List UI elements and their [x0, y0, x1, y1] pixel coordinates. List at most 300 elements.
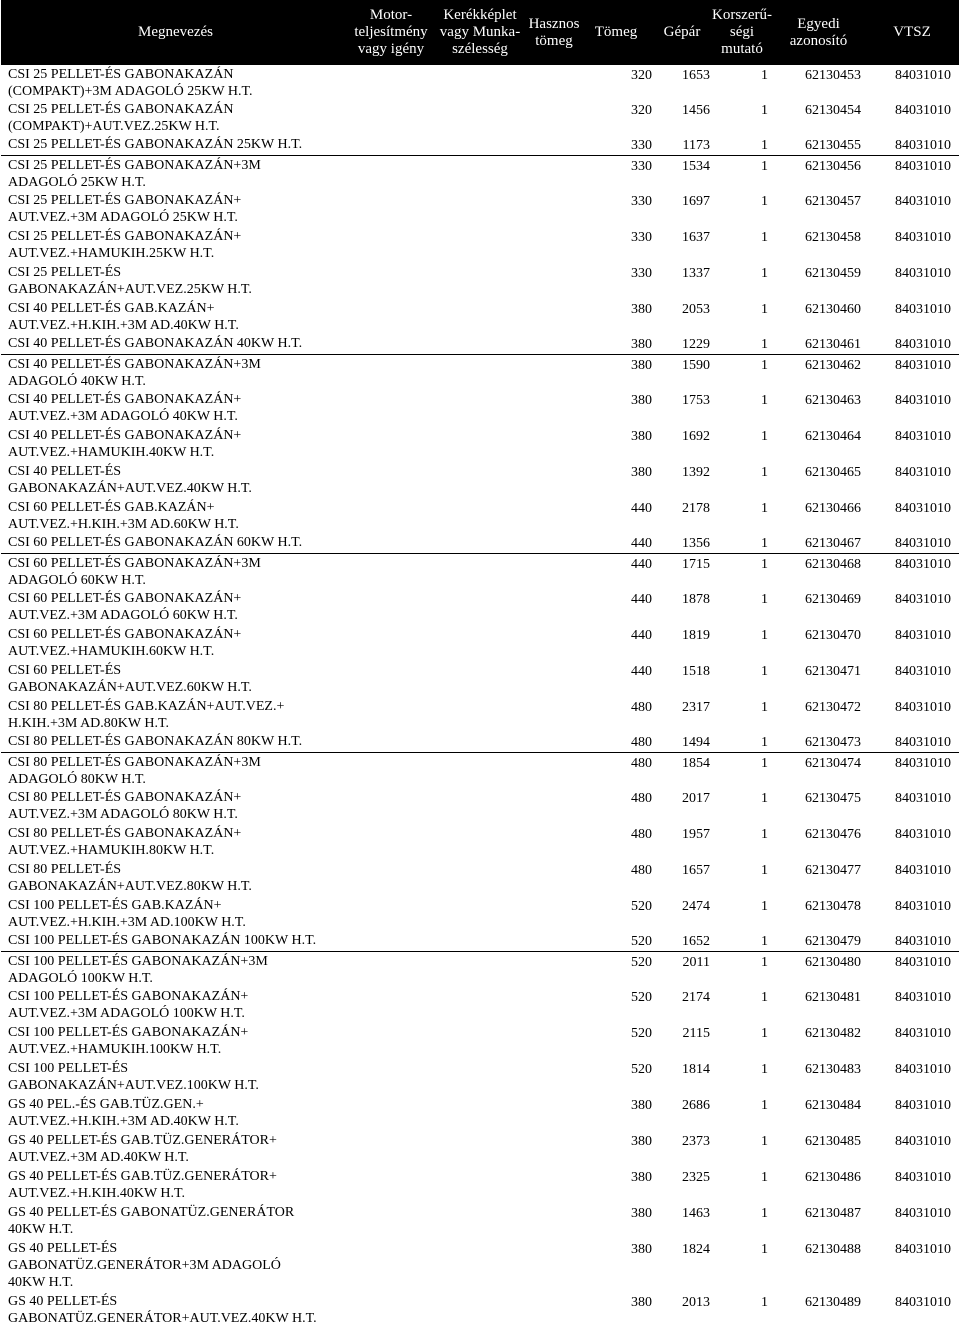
wheel-formula: [432, 589, 528, 625]
price-value: 1819: [682, 628, 710, 643]
vtsz-code: 84031010: [895, 1134, 951, 1149]
product-name: CSI 60 PELLET-ÉS GAB.KAZÁN+ AUT.VEZ.+H.KIH.+3M AD.60KW H.T.: [8, 500, 239, 532]
mass-value: 380: [631, 429, 652, 444]
product-name: CSI 25 PELLET-ÉS GABONAKAZÁN+AUT.VEZ.25KW H.T.: [8, 265, 252, 297]
motor-power: [350, 334, 432, 354]
table-row: [1, 334, 959, 354]
mass-value: 380: [631, 337, 652, 352]
table-row: [1, 1131, 959, 1167]
product-name: CSI 40 PELLET-ÉS GABONAKAZÁN+AUT.VEZ.40KW H.T.: [8, 464, 252, 496]
header-egyedi-azonosito: Egyedi azonosító: [772, 0, 865, 65]
mass-value: 330: [631, 194, 652, 209]
price-value: 2686: [682, 1098, 710, 1113]
product-name: CSI 40 PELLET-ÉS GABONAKAZÁN+ AUT.VEZ.+HAMUKIH.40KW H.T.: [8, 428, 242, 460]
unique-id: 62130470: [805, 628, 861, 643]
payload: [528, 1167, 580, 1203]
wheel-formula: [432, 1203, 528, 1239]
vtsz-code: 84031010: [895, 230, 951, 245]
modernity-index: 1: [761, 592, 768, 607]
unique-id: 62130460: [805, 302, 861, 317]
unique-id: 62130455: [805, 138, 861, 153]
vtsz-code: 84031010: [865, 951, 959, 987]
modernity-index: 1: [712, 354, 772, 390]
product-name: CSI 100 PELLET-ÉS GABONAKAZÁN+AUT.VEZ.100KW H.T.: [8, 1061, 259, 1093]
wheel-formula: [432, 1292, 528, 1328]
payload: [528, 589, 580, 625]
header-hasznos-tomeg: Hasznos tömeg: [528, 0, 580, 65]
vtsz-code: 84031010: [895, 863, 951, 878]
motor-power: [350, 752, 432, 788]
unique-id: 62130482: [805, 1026, 861, 1041]
payload: [528, 354, 580, 390]
vtsz-code: 84031010: [895, 1026, 951, 1041]
motor-power: [350, 951, 432, 987]
table-row: [1, 896, 959, 931]
vtsz-code: 84031010: [895, 1170, 951, 1185]
modernity-index: 1: [761, 302, 768, 317]
vtsz-code: 84031010: [895, 791, 951, 806]
price-value: 2115: [682, 1026, 710, 1041]
product-name: CSI 60 PELLET-ÉS GABONAKAZÁN+AUT.VEZ.60KW H.T.: [8, 663, 252, 695]
vtsz-code: 84031010: [895, 735, 951, 750]
mass-value: 380: [631, 465, 652, 480]
unique-id: 62130486: [805, 1170, 861, 1185]
table-row: [1, 1203, 959, 1239]
mass-value: 520: [631, 1026, 652, 1041]
price-value: 2325: [682, 1170, 710, 1185]
payload: [528, 227, 580, 263]
mass-value: 520: [631, 934, 652, 949]
modernity-index: 1: [761, 1062, 768, 1077]
price-value: 1692: [682, 429, 710, 444]
product-name: CSI 40 PELLET-ÉS GABONAKAZÁN 40KW H.T.: [8, 336, 303, 351]
unique-id: 62130483: [805, 1062, 861, 1077]
modernity-index: 1: [761, 1242, 768, 1257]
unique-id: 62130473: [805, 735, 861, 750]
price-value: 2011: [652, 951, 712, 987]
table-row: [1, 788, 959, 824]
wheel-formula: [432, 661, 528, 697]
payload: [528, 299, 580, 334]
price-value: 1534: [652, 155, 712, 191]
wheel-formula: [432, 100, 528, 135]
motor-power: [350, 896, 432, 931]
unique-id: 62130458: [805, 230, 861, 245]
motor-power: [350, 263, 432, 299]
motor-power: [350, 1059, 432, 1095]
mass-value: 440: [631, 501, 652, 516]
vtsz-code: 84031010: [895, 266, 951, 281]
wheel-formula: [432, 860, 528, 896]
motor-power: [350, 354, 432, 390]
product-name: CSI 100 PELLET-ÉS GABONAKAZÁN+ AUT.VEZ.+HAMUKIH.100KW H.T.: [8, 1025, 249, 1057]
wheel-formula: [432, 553, 528, 589]
wheel-formula: [432, 824, 528, 860]
modernity-index: 1: [761, 429, 768, 444]
wheel-formula: [432, 498, 528, 533]
vtsz-code: 84031010: [895, 536, 951, 551]
table-row: [1, 498, 959, 533]
motor-power: [350, 732, 432, 752]
price-value: 1653: [682, 68, 710, 83]
unique-id: 62130484: [805, 1098, 861, 1113]
motor-power: [350, 931, 432, 951]
wheel-formula: [432, 1131, 528, 1167]
product-name: CSI 25 PELLET-ÉS GABONAKAZÁN (COMPAKT)+AUT.VEZ.25KW H.T.: [8, 102, 234, 134]
vtsz-code: 84031010: [865, 752, 959, 788]
wheel-formula: [432, 987, 528, 1023]
modernity-index: 1: [712, 951, 772, 987]
price-value: 1753: [682, 393, 710, 408]
mass-value: 330: [631, 230, 652, 245]
modernity-index: 1: [761, 791, 768, 806]
wheel-formula: [432, 462, 528, 498]
modernity-index: 1: [712, 752, 772, 788]
table-row: [1, 860, 959, 896]
payload: [528, 191, 580, 227]
vtsz-code: 84031010: [895, 68, 951, 83]
table-row: [1, 65, 959, 100]
payload: [528, 1131, 580, 1167]
table-row: [1, 824, 959, 860]
header-vtsz: VTSZ: [865, 0, 959, 65]
motor-power: [350, 1167, 432, 1203]
modernity-index: 1: [761, 68, 768, 83]
vtsz-code: 84031010: [865, 354, 959, 390]
product-name: CSI 25 PELLET-ÉS GABONAKAZÁN+ AUT.VEZ.+3M ADAGOLÓ 25KW H.T.: [8, 193, 242, 225]
unique-id: 62130463: [805, 393, 861, 408]
vtsz-code: 84031010: [895, 1242, 951, 1257]
wheel-formula: [432, 155, 528, 191]
product-name: CSI 80 PELLET-ÉS GABONAKAZÁN+ AUT.VEZ.+HAMUKIH.80KW H.T.: [8, 826, 242, 858]
modernity-index: 1: [761, 1295, 768, 1310]
payload: [528, 661, 580, 697]
price-value: 1854: [652, 752, 712, 788]
vtsz-code: 84031010: [865, 553, 959, 589]
unique-id: 62130472: [805, 700, 861, 715]
mass-value: 440: [631, 664, 652, 679]
header-gepar: Gépár: [652, 0, 712, 65]
price-value: 1392: [682, 465, 710, 480]
table-row: [1, 1292, 959, 1328]
payload: [528, 1059, 580, 1095]
vtsz-code: 84031010: [895, 194, 951, 209]
price-value: 1518: [682, 664, 710, 679]
price-value: 1814: [682, 1062, 710, 1077]
payload: [528, 533, 580, 553]
product-name: GS 40 PELLET-ÉS GABONATÜZ.GENERÁTOR 40KW H.T.: [8, 1205, 295, 1237]
table-row: [1, 625, 959, 661]
product-name: CSI 80 PELLET-ÉS GABONAKAZÁN 80KW H.T.: [8, 734, 303, 749]
mass-value: 320: [631, 103, 652, 118]
payload: [528, 860, 580, 896]
modernity-index: 1: [761, 1206, 768, 1221]
vtsz-code: 84031010: [895, 429, 951, 444]
mass-value: 330: [631, 266, 652, 281]
mass-value: 480: [631, 791, 652, 806]
table-row: [1, 462, 959, 498]
wheel-formula: [432, 1239, 528, 1292]
mass-value: 330: [580, 155, 652, 191]
vtsz-code: 84031010: [895, 337, 951, 352]
table-row: [1, 1167, 959, 1203]
payload: [528, 334, 580, 354]
modernity-index: 1: [761, 1026, 768, 1041]
mass-value: 380: [631, 1134, 652, 1149]
unique-id: 62130464: [805, 429, 861, 444]
motor-power: [350, 1095, 432, 1131]
modernity-index: 1: [761, 536, 768, 551]
vtsz-code: 84031010: [895, 393, 951, 408]
unique-id: 62130461: [805, 337, 861, 352]
wheel-formula: [432, 788, 528, 824]
vtsz-code: 84031010: [895, 1062, 951, 1077]
payload: [528, 896, 580, 931]
motor-power: [350, 1131, 432, 1167]
mass-value: 440: [631, 536, 652, 551]
motor-power: [350, 1203, 432, 1239]
product-name: CSI 80 PELLET-ÉS GABONAKAZÁN+ AUT.VEZ.+3M ADAGOLÓ 80KW H.T.: [8, 790, 242, 822]
vtsz-code: 84031010: [895, 628, 951, 643]
table-row: [1, 752, 959, 788]
product-name: CSI 100 PELLET-ÉS GABONAKAZÁN+ AUT.VEZ.+3M ADAGOLÓ 100KW H.T.: [8, 989, 249, 1021]
motor-power: [350, 390, 432, 426]
price-value: 2317: [682, 700, 710, 715]
unique-id: 62130469: [805, 592, 861, 607]
vtsz-code: 84031010: [895, 501, 951, 516]
vtsz-code: 84031010: [895, 592, 951, 607]
motor-power: [350, 65, 432, 100]
product-name: GS 40 PEL.-ÉS GAB.TÜZ.GEN.+ AUT.VEZ.+H.KIH.+3M AD.40KW H.T.: [8, 1097, 239, 1129]
modernity-index: 1: [712, 155, 772, 191]
product-name: CSI 80 PELLET-ÉS GAB.KAZÁN+AUT.VEZ.+ H.KIH.+3M AD.80KW H.T.: [8, 699, 285, 731]
unique-id: 62130468: [772, 553, 865, 589]
product-name: CSI 80 PELLET-ÉS GABONAKAZÁN+3M ADAGOLÓ 80KW H.T.: [1, 752, 350, 788]
modernity-index: 1: [761, 990, 768, 1005]
wheel-formula: [432, 227, 528, 263]
payload: [528, 135, 580, 155]
product-name: CSI 100 PELLET-ÉS GABONAKAZÁN 100KW H.T.: [8, 933, 317, 948]
price-value: 1494: [682, 735, 710, 750]
payload: [528, 951, 580, 987]
price-value: 1878: [682, 592, 710, 607]
modernity-index: 1: [761, 735, 768, 750]
price-value: 2013: [682, 1295, 710, 1310]
wheel-formula: [432, 299, 528, 334]
motor-power: [350, 227, 432, 263]
product-name: GS 40 PELLET-ÉS GABONATÜZ.GENERÁTOR+3M ADAGOLÓ 40KW H.T.: [8, 1241, 281, 1290]
unique-id: 62130489: [805, 1295, 861, 1310]
payload: [528, 263, 580, 299]
payload: [528, 732, 580, 752]
unique-id: 62130457: [805, 194, 861, 209]
table-row: [1, 533, 959, 553]
mass-value: 380: [631, 393, 652, 408]
table-row: [1, 100, 959, 135]
table-row: [1, 263, 959, 299]
price-value: 2017: [682, 791, 710, 806]
mass-value: 520: [580, 951, 652, 987]
wheel-formula: [432, 931, 528, 951]
motor-power: [350, 135, 432, 155]
mass-value: 440: [631, 628, 652, 643]
motor-power: [350, 498, 432, 533]
price-value: 2373: [682, 1134, 710, 1149]
table-row: [1, 931, 959, 951]
mass-value: 380: [631, 1295, 652, 1310]
modernity-index: 1: [761, 863, 768, 878]
header-kerekkeplet: Kerékképlet vagy Munka- szélesség: [432, 0, 528, 65]
payload: [528, 752, 580, 788]
motor-power: [350, 462, 432, 498]
modernity-index: 1: [761, 1170, 768, 1185]
wheel-formula: [432, 390, 528, 426]
table-row: [1, 661, 959, 697]
vtsz-code: 84031010: [895, 465, 951, 480]
wheel-formula: [432, 752, 528, 788]
modernity-index: 1: [761, 1134, 768, 1149]
motor-power: [350, 589, 432, 625]
unique-id: 62130476: [805, 827, 861, 842]
vtsz-code: 84031010: [895, 103, 951, 118]
unique-id: 62130454: [805, 103, 861, 118]
vtsz-code: 84031010: [895, 138, 951, 153]
product-name: CSI 60 PELLET-ÉS GABONAKAZÁN+ AUT.VEZ.+3M ADAGOLÓ 60KW H.T.: [8, 591, 242, 623]
product-name: CSI 25 PELLET-ÉS GABONAKAZÁN+3M ADAGOLÓ 25KW H.T.: [1, 155, 350, 191]
modernity-index: 1: [761, 103, 768, 118]
table-header-row: [1, 0, 959, 65]
motor-power: [350, 860, 432, 896]
unique-id: 62130477: [805, 863, 861, 878]
modernity-index: 1: [761, 934, 768, 949]
modernity-index: 1: [761, 628, 768, 643]
motor-power: [350, 191, 432, 227]
payload: [528, 155, 580, 191]
payload: [528, 788, 580, 824]
wheel-formula: [432, 334, 528, 354]
motor-power: [350, 661, 432, 697]
vtsz-code: 84031010: [895, 1206, 951, 1221]
wheel-formula: [432, 1023, 528, 1059]
payload: [528, 987, 580, 1023]
table-row: [1, 299, 959, 334]
motor-power: [350, 697, 432, 732]
product-name: CSI 25 PELLET-ÉS GABONAKAZÁN+ AUT.VEZ.+HAMUKIH.25KW H.T.: [8, 229, 242, 261]
wheel-formula: [432, 354, 528, 390]
unique-id: 62130480: [772, 951, 865, 987]
mass-value: 380: [631, 1242, 652, 1257]
product-name: CSI 40 PELLET-ÉS GABONAKAZÁN+ AUT.VEZ.+3M ADAGOLÓ 40KW H.T.: [8, 392, 242, 424]
product-name: GS 40 PELLET-ÉS GAB.TÜZ.GENERÁTOR+ AUT.VEZ.+3M AD.40KW H.T.: [8, 1133, 277, 1165]
mass-value: 380: [631, 302, 652, 317]
table-row: [1, 426, 959, 462]
price-value: 1824: [682, 1242, 710, 1257]
table-row: [1, 191, 959, 227]
payload: [528, 1239, 580, 1292]
modernity-index: 1: [761, 465, 768, 480]
header-megnevezes: Megnevezés: [1, 0, 350, 65]
table-row: [1, 1095, 959, 1131]
price-value: 1652: [682, 934, 710, 949]
price-value: 2178: [682, 501, 710, 516]
payload: [528, 824, 580, 860]
product-name: CSI 60 PELLET-ÉS GABONAKAZÁN+ AUT.VEZ.+HAMUKIH.60KW H.T.: [8, 627, 242, 659]
price-value: 1173: [682, 138, 710, 153]
unique-id: 62130475: [805, 791, 861, 806]
table-row: [1, 589, 959, 625]
wheel-formula: [432, 1059, 528, 1095]
modernity-index: 1: [761, 827, 768, 842]
table-row: [1, 390, 959, 426]
table-row: [1, 697, 959, 732]
table-row: [1, 732, 959, 752]
product-name: GS 40 PELLET-ÉS GAB.TÜZ.GENERÁTOR+ AUT.VEZ.+H.KIH.40KW H.T.: [8, 1169, 277, 1201]
product-name: CSI 100 PELLET-ÉS GABONAKAZÁN+3M ADAGOLÓ 100KW H.T.: [1, 951, 350, 987]
product-name: CSI 100 PELLET-ÉS GAB.KAZÁN+ AUT.VEZ.+H.KIH.+3M AD.100KW H.T.: [8, 898, 246, 930]
product-name: CSI 60 PELLET-ÉS GABONAKAZÁN+3M ADAGOLÓ 60KW H.T.: [1, 553, 350, 589]
table-row: [1, 951, 959, 987]
price-value: 1337: [682, 266, 710, 281]
motor-power: [350, 1239, 432, 1292]
table-row: [1, 1023, 959, 1059]
wheel-formula: [432, 263, 528, 299]
wheel-formula: [432, 896, 528, 931]
payload: [528, 100, 580, 135]
unique-id: 62130459: [805, 266, 861, 281]
product-name: CSI 25 PELLET-ÉS GABONAKAZÁN (COMPAKT)+3M ADAGOLÓ 25KW H.T.: [8, 67, 253, 99]
product-table: [1, 0, 959, 1328]
modernity-index: 1: [761, 194, 768, 209]
modernity-index: 1: [761, 1098, 768, 1113]
price-value: 1590: [652, 354, 712, 390]
payload: [528, 1292, 580, 1328]
wheel-formula: [432, 135, 528, 155]
motor-power: [350, 553, 432, 589]
price-value: 1463: [682, 1206, 710, 1221]
motor-power: [350, 1292, 432, 1328]
motor-power: [350, 299, 432, 334]
vtsz-code: 84031010: [865, 155, 959, 191]
unique-id: 62130466: [805, 501, 861, 516]
payload: [528, 931, 580, 951]
mass-value: 520: [631, 899, 652, 914]
payload: [528, 426, 580, 462]
table-row: [1, 553, 959, 589]
motor-power: [350, 426, 432, 462]
table-row: [1, 1059, 959, 1095]
payload: [528, 65, 580, 100]
wheel-formula: [432, 732, 528, 752]
product-name: CSI 80 PELLET-ÉS GABONAKAZÁN+AUT.VEZ.80KW H.T.: [8, 862, 252, 894]
price-value: 1657: [682, 863, 710, 878]
payload: [528, 1023, 580, 1059]
header-tomeg: Tömeg: [580, 0, 652, 65]
wheel-formula: [432, 1167, 528, 1203]
mass-value: 480: [631, 735, 652, 750]
wheel-formula: [432, 625, 528, 661]
wheel-formula: [432, 697, 528, 732]
vtsz-code: 84031010: [895, 1098, 951, 1113]
mass-value: 440: [580, 553, 652, 589]
modernity-index: 1: [761, 266, 768, 281]
modernity-index: 1: [761, 393, 768, 408]
table-row: [1, 354, 959, 390]
payload: [528, 498, 580, 533]
unique-id: 62130487: [805, 1206, 861, 1221]
price-value: 1356: [682, 536, 710, 551]
table-row: [1, 227, 959, 263]
unique-id: 62130478: [805, 899, 861, 914]
